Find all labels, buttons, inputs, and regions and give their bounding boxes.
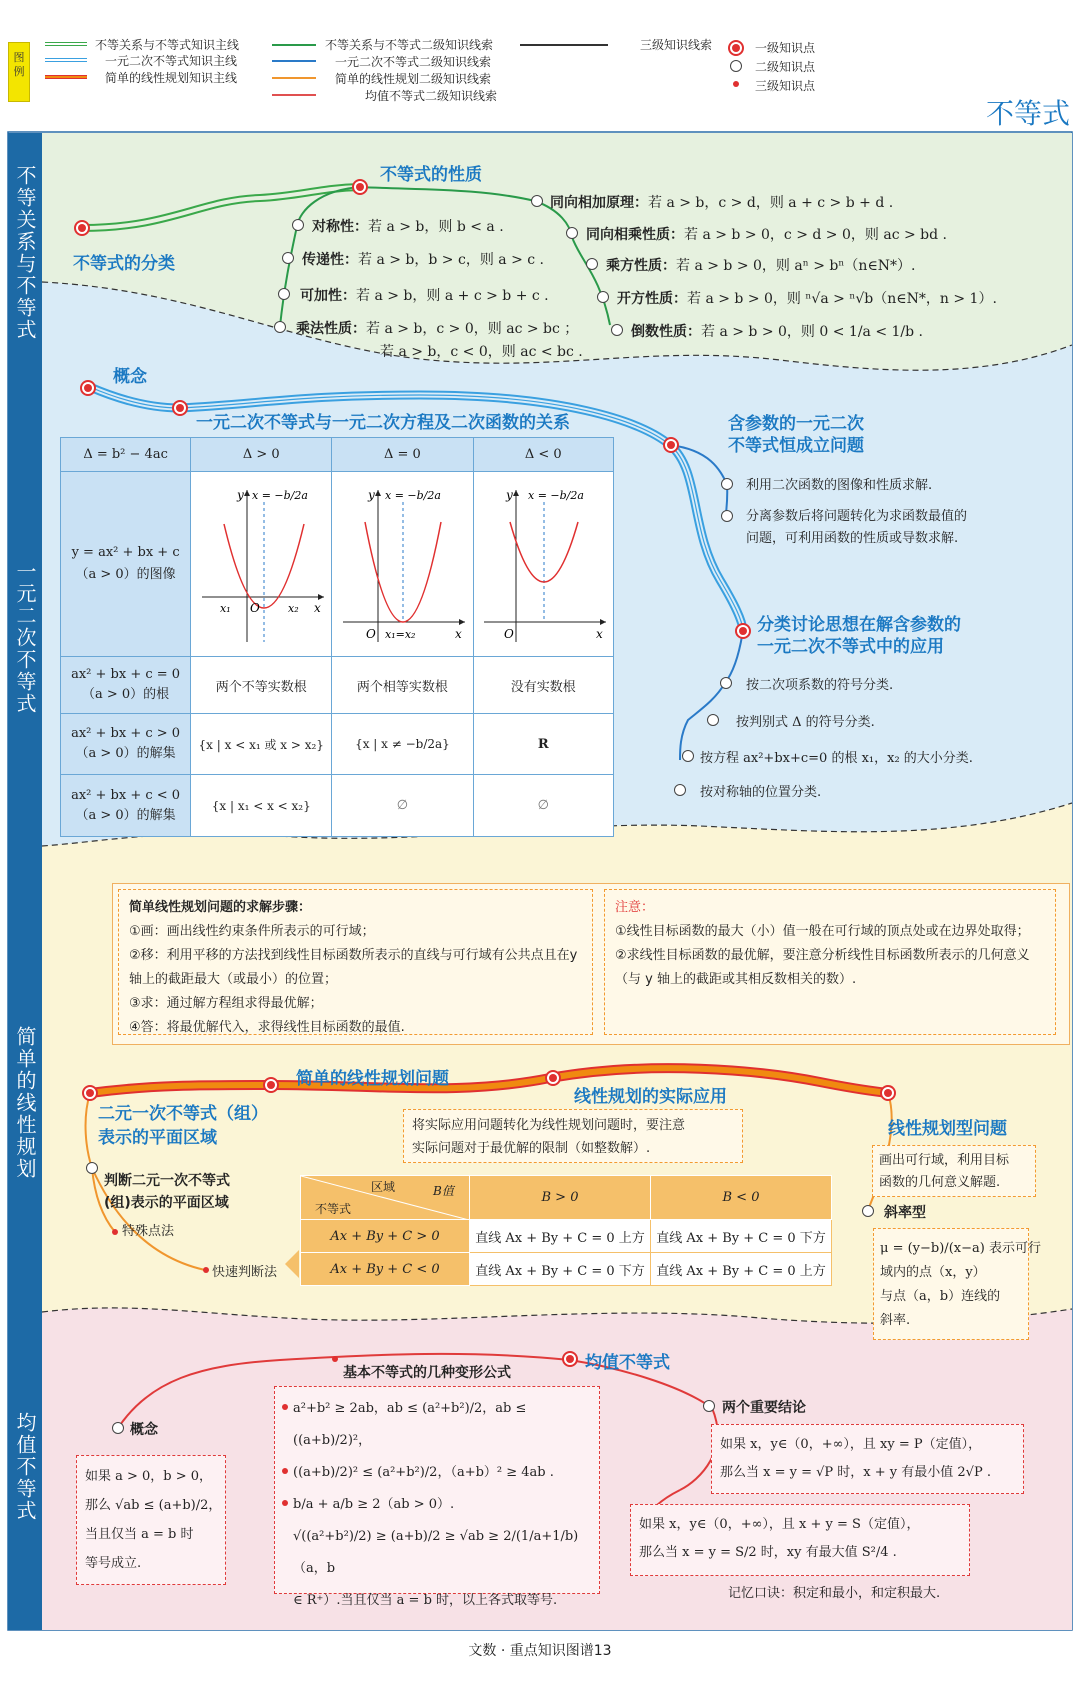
graph-o: O xyxy=(504,627,515,641)
s3-region: 二元一次不等式（组） 表示的平面区域 xyxy=(98,1104,268,1148)
s4-variants-box xyxy=(274,1386,600,1608)
node-level1 xyxy=(545,1070,561,1086)
steps-title: 简单线性规划问题的求解步骤： xyxy=(129,900,312,915)
node-level1 xyxy=(735,623,751,639)
table-cell: {x | x < x₁ 或 x > x₂} xyxy=(191,714,332,775)
table-cell: 没有实数根 xyxy=(473,657,613,714)
section-label-text: 一元二次不等式 xyxy=(13,561,37,715)
node-level1 xyxy=(880,1085,896,1101)
item-label: 乘法性质： xyxy=(296,321,366,337)
note-item: ②求线性目标函数的最优解，要注意分析线性目标函数所表示的几何意义（与 y 轴上的截距或其相反数相关的数）. xyxy=(615,948,1030,987)
legend-label: 一元二次不等式知识主线 xyxy=(105,54,238,68)
item-text: 若 a > b，b > c，则 a > c . xyxy=(358,252,544,268)
legend-label: 一级知识点 xyxy=(755,41,816,55)
s3-typed-note: 画出可行域，利用目标 函数的几何意义解题. xyxy=(872,1145,1036,1197)
table-header: Δ < 0 xyxy=(473,438,613,472)
node-level2 xyxy=(86,1162,98,1174)
node-level2 xyxy=(566,227,578,239)
parabola-two-roots xyxy=(192,472,330,652)
legend-label: 简单的线性规划知识主线 xyxy=(105,71,238,85)
s1-right-item xyxy=(606,255,916,275)
item-text: 若 a > b > 0，则 0 < 1/a < 1/b . xyxy=(701,324,924,340)
table-row-label: ax² + bx + c < 0 （a > 0）的解集 xyxy=(61,775,191,837)
corner-cell xyxy=(301,1176,470,1220)
table-cell: 直线 Ax + By + C = 0 上方 xyxy=(651,1253,832,1286)
bullet-icon xyxy=(282,1468,288,1474)
graph-cell-neg xyxy=(473,472,613,657)
region-table xyxy=(300,1175,832,1286)
variant-item: a²+b² ≥ 2ab，ab ≤ (a²+b²)/2，ab ≤ ((a+b)/2)²， xyxy=(293,1401,527,1448)
node-level1 xyxy=(562,1351,578,1367)
node-level2 xyxy=(862,1205,874,1217)
s1-left-item xyxy=(296,318,578,338)
s3-special: 特殊点法 xyxy=(122,1224,175,1239)
table-row-label: ax² + bx + c > 0 （a > 0）的解集 xyxy=(61,714,191,775)
graph-x: x xyxy=(596,627,604,641)
legend-label: 不等关系与不等式知识主线 xyxy=(95,38,240,52)
variant-item: ∈ R⁺）.当且仅当 a = b 时，以上各式取等号. xyxy=(293,1593,558,1608)
s1-left-item xyxy=(302,249,544,269)
s1-left-extra: 若 a > b，c < 0，则 ac < bc . xyxy=(380,344,583,360)
s4-mnemonic: 记忆口诀：积定和最小，和定积最大. xyxy=(728,1586,941,1601)
node-level3 xyxy=(112,1229,118,1235)
graph-axis-eq: x = −b/2a xyxy=(252,489,309,502)
table-cell: 直线 Ax + By + C = 0 下方 xyxy=(470,1253,651,1286)
table-header: Δ = 0 xyxy=(332,438,473,472)
page-footer: 文数 · 重点知识图谱13 xyxy=(468,1643,612,1659)
s2-param-item: 分离参数后将问题转化为求函数最值的 问题，可利用函数的性质或导数求解. xyxy=(746,509,968,546)
note-title: 注意： xyxy=(615,900,655,915)
node-level3 xyxy=(332,1356,338,1362)
s1-classify: 不等式的分类 xyxy=(73,254,175,274)
bullet-icon xyxy=(282,1404,288,1410)
legend-tag: 图例 xyxy=(8,42,30,102)
s3-typed: 线性规划型问题 xyxy=(888,1119,1007,1139)
section-label-text: 不等关系与不等式 xyxy=(13,165,37,341)
s3-table-arrow xyxy=(285,1250,299,1278)
graph-y: y xyxy=(368,488,376,502)
table-row-label: Ax + By + C < 0 xyxy=(301,1253,470,1286)
node-level2 xyxy=(292,219,304,231)
node-level2 xyxy=(707,714,719,726)
bullet-icon xyxy=(282,1500,288,1506)
node-level2 xyxy=(586,258,598,270)
item-label: 开方性质： xyxy=(617,291,687,307)
node-level1 xyxy=(74,220,90,236)
table-row-label: y = ax² + bx + c （a > 0）的图像 xyxy=(61,472,191,657)
node-level2 xyxy=(674,784,686,796)
variant-item: √((a²+b²)/2) ≥ (a+b)/2 ≥ √ab ≥ 2/(1/a+1/b)（a，b xyxy=(293,1529,579,1576)
table-header: B < 0 xyxy=(651,1176,832,1220)
table-cell: {x | x ≠ −b/2a} xyxy=(332,714,473,775)
item-text: 若 a > b > 0，则 aⁿ > bⁿ（n∈N*）. xyxy=(676,258,916,274)
s2-classify-item: 按二次项系数的符号分类. xyxy=(746,678,894,693)
variant-item: ((a+b)/2)² ≤ (a²+b²)/2，（a+b）² ≥ 4ab . xyxy=(293,1465,554,1480)
table-cell: ∅ xyxy=(332,775,473,837)
node-level1 xyxy=(352,179,368,195)
page-title: 不等式 xyxy=(985,97,1070,130)
section-label-text: 简单的线性规划 xyxy=(13,1026,37,1180)
parabola-one-root xyxy=(333,472,471,652)
node-level2 xyxy=(703,1400,715,1412)
node-level2 xyxy=(278,288,290,300)
item-label: 传递性： xyxy=(302,252,358,268)
table-cell: 两个相等实数根 xyxy=(332,657,473,714)
s3-main: 简单的线性规划问题 xyxy=(296,1069,449,1089)
s2-relation: 一元二次不等式与一元二次方程及二次函数的关系 xyxy=(196,413,570,433)
node-level1 xyxy=(263,1077,279,1093)
section-label-text: 均值不等式 xyxy=(13,1411,37,1522)
s3-judge: 判断二元一次不等式 (组)表示的平面区域 xyxy=(104,1173,230,1211)
item-label: 同向相乘性质： xyxy=(586,227,684,243)
item-label: 倒数性质： xyxy=(631,324,701,340)
item-label: 对称性： xyxy=(312,219,368,235)
table-cell: R xyxy=(473,714,613,775)
node-level2 xyxy=(597,291,609,303)
s4-variants: 基本不等式的几种变形公式 xyxy=(343,1365,511,1381)
s1-left-item xyxy=(300,285,549,305)
s1-left-item xyxy=(312,216,504,236)
node-level2 xyxy=(721,510,733,522)
legend-label: 均值不等式二级知识线索 xyxy=(365,89,498,103)
graph-axis-eq: x = −b/2a xyxy=(528,489,585,502)
node-level3 xyxy=(203,1267,209,1273)
graph-cell-pos xyxy=(191,472,332,657)
s2-param-title: 含参数的一元二次 不等式恒成立问题 xyxy=(728,414,864,456)
step-item: ③求：通过解方程组求得最优解； xyxy=(129,996,323,1011)
s4-two-b: 如果 x，y∈（0，+∞），且 x + y = S（定值）， 那么当 x = y = S/2 时，xy 有最大值 S²/4 . xyxy=(630,1504,970,1576)
item-text: 若 a > b，则 a + c > b + c . xyxy=(356,288,549,304)
node-level2 xyxy=(721,478,733,490)
graph-cell-zero xyxy=(332,472,473,657)
note-item: ①线性目标函数的最大（小）值一般在可行域的顶点处或在边界处取得； xyxy=(615,924,1030,939)
s2-classify-title: 分类讨论思想在解含参数的 一元二次不等式中的应用 xyxy=(757,615,961,657)
legend-label: 三级知识线索 xyxy=(640,38,713,52)
s4-two-a: 如果 x，y∈（0，+∞），且 xy = P（定值）， 那么当 x = y = √P 时，x + y 有最小值 2√P . xyxy=(711,1424,1024,1494)
node-level1 xyxy=(663,437,679,453)
parabola-no-root xyxy=(474,472,612,652)
graph-y: y xyxy=(237,488,245,502)
item-label: 可加性： xyxy=(300,288,356,304)
legend-label: 简单的线性规划二级知识线索 xyxy=(335,72,492,86)
s3-quick: 快速判断法 xyxy=(212,1265,278,1280)
node-level1 xyxy=(172,400,188,416)
s1-nature: 不等式的性质 xyxy=(380,165,482,185)
s1-right-item xyxy=(586,224,947,244)
s3-note-box xyxy=(604,889,1056,1035)
s3-apply-note: 将实际应用问题转化为线性规划问题时，要注意 实际问题对于最优解的限制（如整数解）. xyxy=(403,1109,743,1163)
s2-classify-item: 按对称轴的位置分类. xyxy=(700,785,822,800)
s2-classify-item: 按判别式 Δ 的符号分类. xyxy=(736,715,875,730)
graph-y: y xyxy=(506,488,514,502)
s1-right-item xyxy=(631,321,923,341)
item-label: 同向相加原理： xyxy=(550,195,648,211)
table-cell: ∅ xyxy=(473,775,613,837)
table-cell: 直线 Ax + By + C = 0 上方 xyxy=(470,1220,651,1253)
graph-x: x xyxy=(314,601,322,615)
item-text: 若 a > b，则 b < a . xyxy=(368,219,504,235)
legend-label: 一元二次不等式二级知识线索 xyxy=(335,55,492,69)
table-row-label: ax² + bx + c = 0 （a > 0）的根 xyxy=(61,657,191,714)
node-level1 xyxy=(80,380,96,396)
s1-right-item xyxy=(617,288,997,308)
node-level2 xyxy=(282,252,294,264)
s1-right-item xyxy=(550,192,893,212)
s3-steps-box xyxy=(118,889,593,1035)
s4-concept-note: 如果 a > 0，b > 0， 那么 √ab ≤ (a+b)/2， 当且仅当 a = b 时 等号成立. xyxy=(76,1455,226,1585)
graph-o: O xyxy=(366,627,377,641)
legend-label: 二级知识点 xyxy=(755,60,816,74)
graph-x2: x₂ xyxy=(288,602,299,615)
s2-param-item: 利用二次函数的图像和性质求解. xyxy=(746,478,933,493)
step-item: ②移：利用平移的方法找到线性目标函数所表示的直线与可行域有公共点且在y轴上的截距最大（或最小）的位置； xyxy=(129,948,578,987)
item-text: 若 a > b > 0，则 ⁿ√a > ⁿ√b（n∈N*，n > 1）. xyxy=(687,291,997,307)
table-cell: 直线 Ax + By + C = 0 下方 xyxy=(651,1220,832,1253)
node-level2 xyxy=(112,1422,124,1434)
graph-x1: x₁ xyxy=(220,602,231,615)
node-level2 xyxy=(720,677,732,689)
s3-slope-note: μ = (y−b)/(x−a) 表示可行 域内的点（x，y） 与点（a，b）连线的 斜率. xyxy=(873,1228,1029,1340)
step-item: ①画：画出线性约束条件所表示的可行域； xyxy=(129,924,375,939)
s2-classify-item: 按方程 ax²+bx+c=0 的根 x₁，x₂ 的大小分类. xyxy=(700,751,973,766)
table-header: Δ > 0 xyxy=(191,438,332,472)
node-level1 xyxy=(82,1085,98,1101)
item-text: 若 a > b，c > 0，则 ac > bc ； xyxy=(366,321,579,337)
s4-main: 均值不等式 xyxy=(585,1353,670,1373)
corner-top: 区域 xyxy=(371,1180,396,1194)
node-level2 xyxy=(611,324,623,336)
item-text: 若 a > b，c > d，则 a + c > b + d . xyxy=(648,195,894,211)
table-row-label: Ax + By + C > 0 xyxy=(301,1220,470,1253)
quadratic-table xyxy=(60,437,614,837)
legend-label: 三级知识点 xyxy=(755,79,816,93)
table-cell: {x | x₁ < x < x₂} xyxy=(191,775,332,837)
s3-slope: 斜率型 xyxy=(884,1205,926,1221)
item-label: 乘方性质： xyxy=(606,258,676,274)
table-cell: 两个不等实数根 xyxy=(191,657,332,714)
corner-left: 不等式 xyxy=(315,1202,352,1216)
graph-o: O xyxy=(250,601,261,615)
corner-b: B值 xyxy=(433,1184,454,1198)
s4-two: 两个重要结论 xyxy=(722,1400,806,1416)
legend-label: 不等关系与不等式二级知识线索 xyxy=(325,38,494,52)
node-level2 xyxy=(682,750,694,762)
s4-concept: 概念 xyxy=(130,1422,158,1438)
table-header: Δ = b² − 4ac xyxy=(61,438,191,472)
step-item: ④答：将最优解代入，求得线性目标函数的最值. xyxy=(129,1020,405,1035)
table-header: B > 0 xyxy=(470,1176,651,1220)
item-text: 若 a > b > 0，c > d > 0，则 ac > bd . xyxy=(684,227,947,243)
variant-item: b/a + a/b ≥ 2（ab > 0）. xyxy=(293,1497,455,1512)
node-level2 xyxy=(274,321,286,333)
s3-apply: 线性规划的实际应用 xyxy=(574,1087,727,1107)
graph-x12: x₁=x₂ xyxy=(385,628,416,641)
s2-concept: 概念 xyxy=(113,367,147,387)
graph-axis-eq: x = −b/2a xyxy=(385,489,442,502)
graph-x: x xyxy=(455,627,463,641)
node-level2 xyxy=(531,195,543,207)
